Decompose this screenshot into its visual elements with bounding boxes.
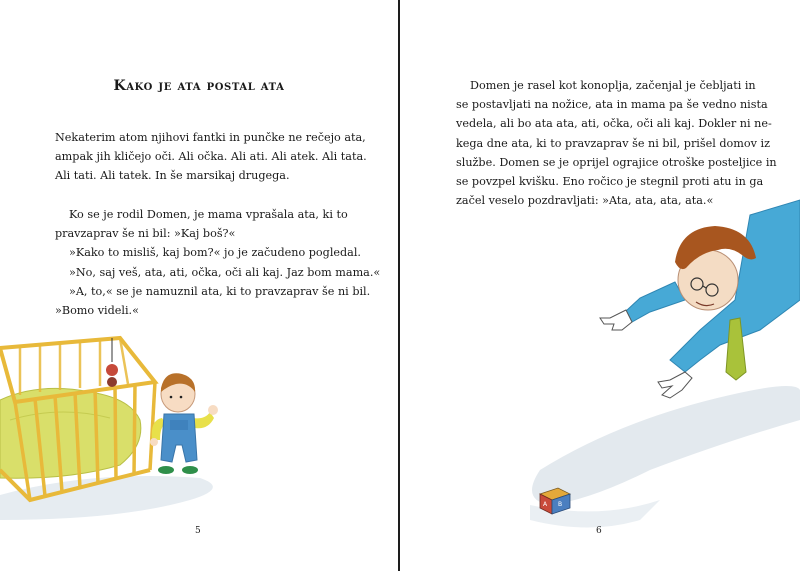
page-number: 6 bbox=[596, 526, 602, 536]
father-illustration bbox=[600, 200, 800, 398]
text-line: »Bomo videli.« bbox=[55, 304, 139, 318]
left-page bbox=[0, 0, 398, 571]
crib-scene-illustration bbox=[0, 0, 398, 571]
svg-text:B: B bbox=[558, 501, 563, 508]
text-line: Ko se je rodil Domen, je mama vprašala ata, ki to bbox=[69, 208, 348, 221]
text-line: ampak jih kličejo oči. Ali očka. Ali ati. Ali atek. Ali tata. bbox=[55, 150, 367, 164]
text-line: Nekaterim atom njihovi fantki in punčke ne rečejo ata, bbox=[55, 131, 366, 144]
text-line: se povzpel kvišku. Eno ročico je stegnil proti atu in ga bbox=[456, 175, 764, 189]
chapter-title: Kako je ata postal ata bbox=[113, 78, 285, 94]
page-number: 5 bbox=[195, 526, 201, 536]
text-line: kega dne ata, ki to pravzaprav še ni bil, prišel domov iz bbox=[456, 136, 770, 150]
text-line: vedela, ali bo ata ata, ati, očka, oči ali kaj. Dokler ni ne- bbox=[456, 117, 772, 131]
text-line: »A, to,« se je namuznil ata, ki to pravzaprav še ni bil. bbox=[69, 284, 371, 298]
text-line: Domen je rasel kot konoplja, začenjal je čebljati in bbox=[470, 79, 756, 92]
father-scene-illustration bbox=[400, 0, 800, 571]
right-page bbox=[400, 0, 800, 571]
text-line: »No, saj veš, ata, ati, očka, oči ali kaj. Jaz bom mama.« bbox=[69, 265, 381, 279]
crib-illustration bbox=[0, 338, 155, 500]
toddler-illustration bbox=[150, 373, 218, 474]
text-line: začel veselo pozdravljati: »Ata, ata, ata, ata.« bbox=[456, 194, 714, 208]
svg-text:A: A bbox=[543, 501, 548, 508]
text-line: pravzaprav še ni bil: »Kaj boš?« bbox=[55, 227, 236, 241]
text-line: se postavljati na nožice, ata in mama pa še vedno nista bbox=[456, 98, 768, 112]
text-line: Ali tati. Ali tatek. In še marsikaj drugega. bbox=[55, 169, 290, 183]
floor-shadow bbox=[532, 386, 800, 505]
text-line: službe. Domen se je oprijel ograjice otroške posteljice in bbox=[456, 155, 777, 169]
text-line: »Kako to misliš, kaj bom?« jo je začudeno pogledal. bbox=[69, 246, 361, 260]
